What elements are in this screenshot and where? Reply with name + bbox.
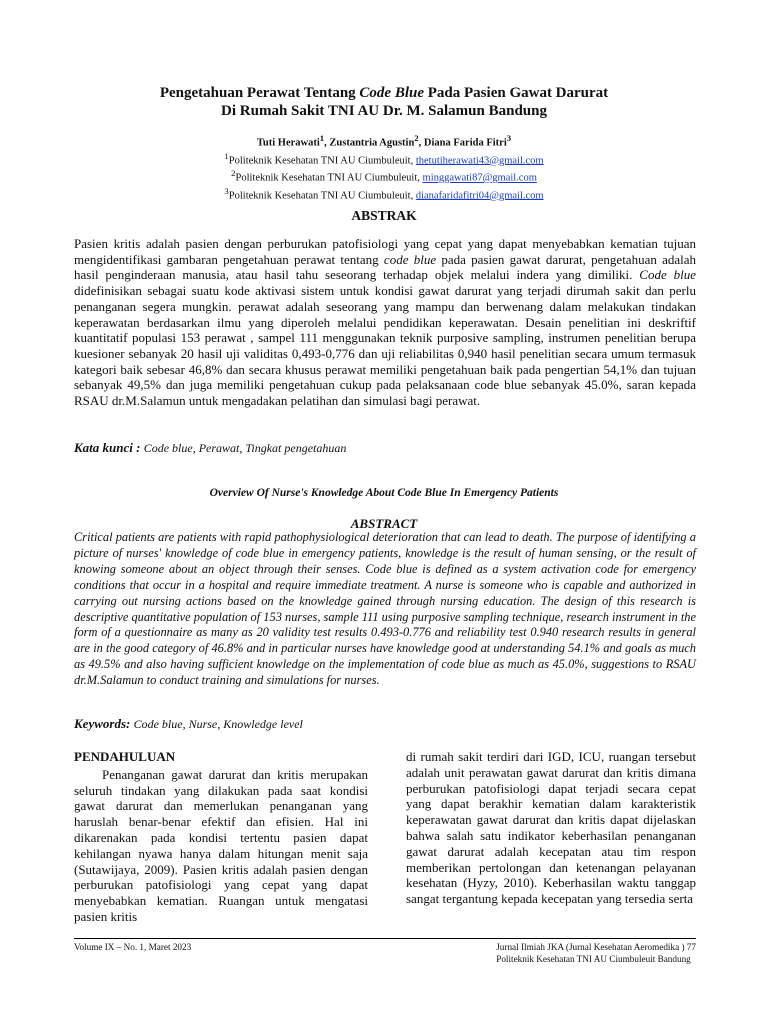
email-link-2[interactable]: minggawati87@gmail.com xyxy=(422,172,537,184)
footer-volume: Volume IX – No. 1, Maret 2023 xyxy=(74,942,192,952)
paper-title: Pengetahuan Perawat Tentang Code Blue Pada Pasien Gawat Darurat Di Rumah Sakit TNI AU Dr. M. Salamun Bandung xyxy=(159,85,609,119)
footer-divider xyxy=(74,938,696,939)
pendahuluan-heading: PENDAHULUAN xyxy=(74,749,176,764)
english-title: Overview Of Nurse's Knowledge About Code Blue In Emergency Patients xyxy=(209,487,559,499)
abstract-body: Critical patients are patients with rapid pathophysiological deterioration that can lead to death. The purpose of identifying a picture of nurses' knowledge of code blue in emergency patients, knowledge is the result of human sensing, or the result of knowing someone about an object through their senses. Code blue is defined as a system activation code for emergency conditions that occur in a hospital and require immediate treatment. A nurse is someone who is capable and authorized in carrying out nursing actions based on the knowledge gained through nursing education. The design of this research is descriptive quantitative population of 153 nurses, sample 111 using purposive sampling technique, research instrument in the form of a questionnaire as many as 20 validity test results 0.493-0.776 and reliability test 0.940 research results in general are in the good category of 46.8% and in particular nurses have knowledge good at understanding 54.1% and goals as much as 49.5% and also having sufficient knowledge on the implementation of code blue as much as 45.0%, suggestions to RSAU dr.M.Salamun to conduct training and simulations for nurses. xyxy=(74,530,696,688)
author-names: Tuti Herawati$^1$, Zustantria Agustin$^2$, Diana Farida Fitri$^3$ xyxy=(256,133,512,149)
pendahuluan-right-text: di rumah sakit terdiri dari IGD, ICU, ruangan tersebut adalah unit perawatan gawat darurat dan kritis dimana perburukan patofisiologi dapat terjadi secara cepat yang dapat berakhir kematian dalam karakteristik keperawatan gawat darurat dan kritis dapat dijelaskan bahwa salah satu indikator keberhasilan penanganan gawat darurat adalah kecepatan atau tim respon memberikan pertolongan dan ketenangan pelayanan kesehatan (Hyzy, 2010). Keberhasilan waktu tanggap sangat tergantung kepada kecepatan yang tersedia serta xyxy=(406,749,696,907)
abstrak-body: Pasien kritis adalah pasien dengan perburukan patofisiologi yang cepat yang dapat menyebabkan kematian tujuan mengidentifikasi gambaran pengetahuan perawat tentang code blue pada pasien gawat darurat, pengetahuan adalah hasil penginderaan manusia, atau hasil tahu seseorang terhadap objek melalui indera yang dimiliki. Code blue didefinisikan sebagai suatu kode aktivasi sistem untuk kondisi gawat darurat yang terjadi dirumah sakit dan perlu penanganan segera mungkin. perawat adalah seseorang yang mampu dan berwenang dalam melakukan tindakan keperawatan berdasarkan ilmu yang diperoleh melalui pendidikan keperawatan. Desain penelitian ini deskriftif kuantitatif populasi 153 perawat , sampel 111 menggunakan teknik purposive sampling, instrumen penelitian berupa kuesioner sebanyak 20 hasil uji validitas 0,493-0,776 dan uji reliabilitas 0,940 hasil penelitian secara umum termasuk kategori baik sebesar 46,8% dan secara khusus perawat memiliki pengetahuan baik pada pengertian 54,1% dan tujuan sebanyak 49,5% dan juga memiliki pengetahuan cukup pada pelaksanaan code blue sebanyak 45.0%, saran kepada RSAU dr.M.Salamun untuk mengadakan pelatihan dan simulasi bagi perawat. xyxy=(74,236,697,409)
keywords: Keywords: Code blue, Nurse, Knowledge level xyxy=(74,716,303,731)
pendahuluan-left-column xyxy=(74,749,368,925)
footer-journal: Jurnal Ilmiah JKA (Jurnal Kesehatan Aeromedika ) 77 Politeknik Kesehatan TNI AU Ciumbuleuit Bandung xyxy=(496,942,696,964)
email-link-1[interactable]: thetutiherawati43@gmail.com xyxy=(415,155,544,166)
abstrak-heading: ABSTRAK xyxy=(351,208,417,223)
email-link-3[interactable]: dianafaridafitri04@gmail.com xyxy=(415,190,544,201)
abstract-heading: ABSTRACT xyxy=(350,516,418,531)
author-block xyxy=(0,132,768,202)
affiliation-3: $^3$Politeknik Kesehatan TNI AU Ciumbuleuit, dianafaridafitri04@gmail.com xyxy=(224,185,544,201)
pendahuluan-left-text: Penanganan gawat darurat dan kritis merupakan seluruh tindakan yang dilakukan pada saat kondisi gawat darurat dan memerlukan penanganan yang haruslah benar-benar efektif dan efisien. Hal ini dikarenakan pada kondisi tertentu pasien dapat kehilangan nyawa hanya dalam hitungan menit saja (Sutawijaya, 2009). Pasien kritis adalah pasien dengan perburukan patofisiologi yang cepat yang dapat menyebabkan kematian. Ruangan untuk mengatasi pasien kritis xyxy=(74,766,368,924)
pendahuluan-right-column xyxy=(406,749,696,907)
affiliation-1: $^1$Politeknik Kesehatan TNI AU Ciumbuleuit, thetutiherawati43@gmail.com xyxy=(224,150,544,166)
kata-kunci: Kata kunci : Code blue, Perawat, Tingkat pengetahuan xyxy=(74,440,347,455)
affiliation-2: $^2$Politeknik Kesehatan TNI AU Ciumbuleuit, minggawati87@gmail.com xyxy=(231,168,537,184)
